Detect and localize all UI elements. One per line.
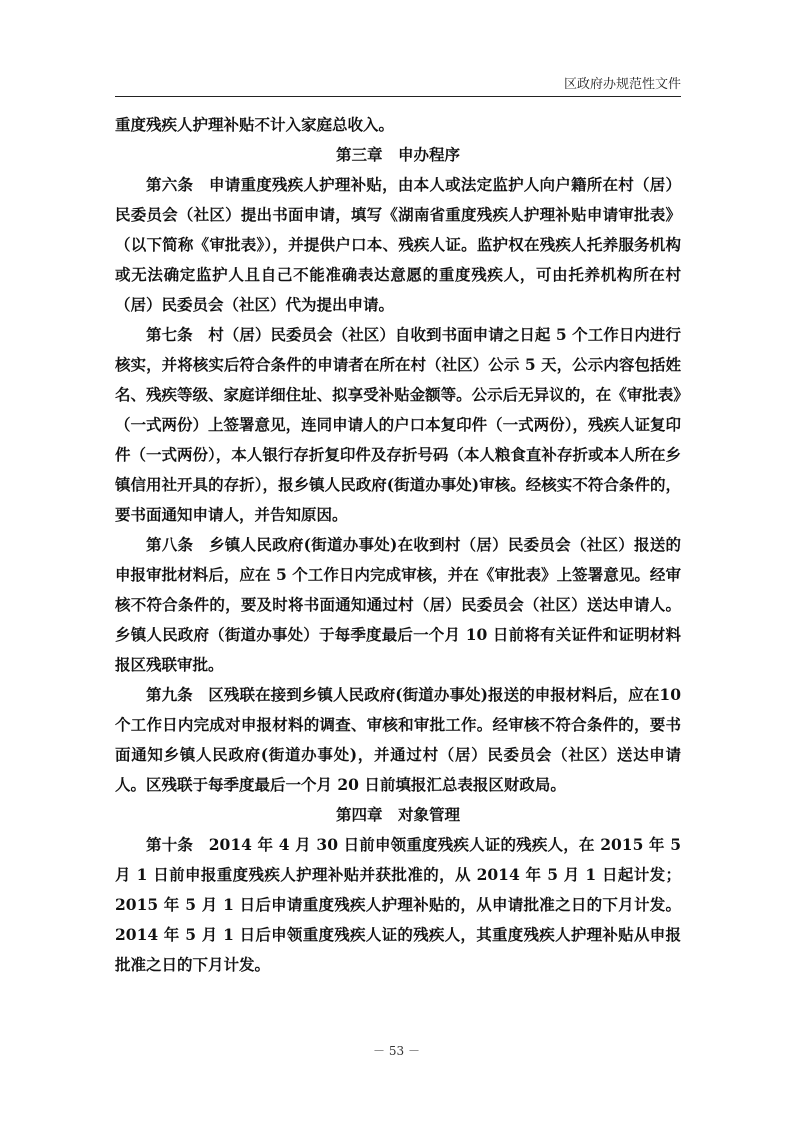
header-title: 区政府办规范性文件 (563, 77, 681, 92)
article-6: 第六条 申请重度残疾人护理补贴，由本人或法定监护人向户籍所在村（居）民委员会（社区）提出书面申请，填写《湖南省重度残疾人护理补贴申请审批表》（以下简称《审批表》），并提供户口本、残疾人证。监护权在残疾人托养服务机构或无法确定监护人且自己不能准确表达意愿的重度残疾人，可由托养机构所在村（居）民委员会（社区）代为提出申请。 (115, 175, 681, 314)
chapter-heading-3: 第三章 申办程序 (335, 145, 460, 164)
document-body (115, 110, 681, 980)
article-7: 第七条 村（居）民委员会（社区）自收到书面申请之日起 5 个工作日内进行核实，并将核实后符合条件的申请者在所在村（社区）公示 5 天，公示内容包括姓名、残疾等级、家庭详细住址、拟享受补贴金额等。公示后无异议的，在《审批表》（一式两份）上签署意见，连同申请人的户口本复印件（一式两份），残疾人证复印件（一式两份），本人银行存折复印件及存折号码（本人粮食直补存折或本人所在乡镇信用社开具的存折），报乡镇人民政府(街道办事处)审核。经核实不符合条件的，要书面通知申请人，并告知原因。 (115, 325, 681, 524)
page-number: － 53 － (373, 1044, 420, 1058)
running-header (115, 76, 681, 97)
article-9: 第九条 区残联在接到乡镇人民政府(街道办事处)报送的申报材料后，应在10 个工作日内完成对申报材料的调查、审核和审批工作。经审核不符合条件的，要书面通知乡镇人民政府(街道办事处)，并通过村（居）民委员会（社区）送达申请人。区残联于每季度最后一个月 20 日前填报汇总表报区财政局。 (115, 685, 681, 794)
article-8: 第八条 乡镇人民政府(街道办事处)在收到村（居）民委员会（社区）报送的申报审批材料后，应在 5 个工作日内完成审核，并在《审批表》上签署意见。经审核不符合条件的，要及时将书面通知通过村（居）民委员会（社区）送达申请人。乡镇人民政府（街道办事处）于每季度最后一个月 10 日前将有关证件和证明材料报区残联审批。 (115, 535, 681, 674)
article-10: 第十条 2014 年 4 月 30 日前申领重度残疾人证的残疾人，在 2015 年 5 月 1 日前申报重度残疾人护理补贴并获批准的，从 2014 年 5 月 1 日起计发；2015 年 5 月 1 日后申请重度残疾人护理补贴的，从申请批准之日的下月计发。2014 年 5 月 1 日后申领重度残疾人证的残疾人，其重度残疾人护理补贴从申报批准之日的下月计发。 (115, 835, 681, 974)
chapter-heading-4: 第四章 对象管理 (335, 805, 460, 824)
paragraph-continuation: 重度残疾人护理补贴不计入家庭总收入。 (115, 115, 395, 134)
